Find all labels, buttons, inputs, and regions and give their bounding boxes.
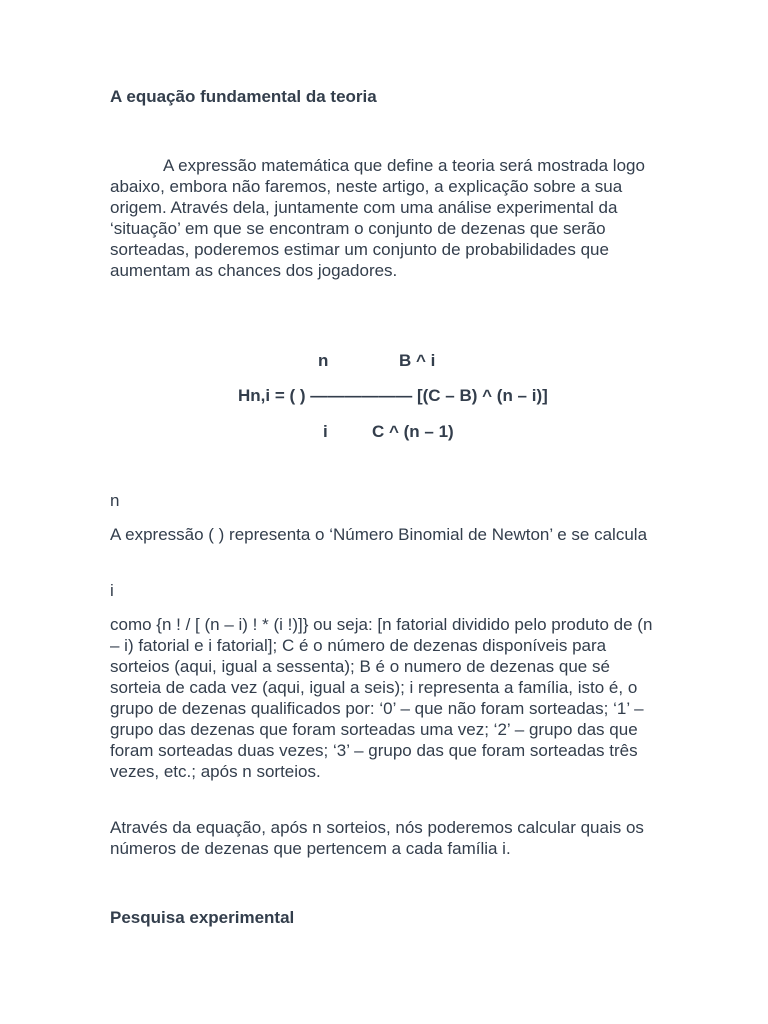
equation-usage-paragraph: Através da equação, após n sorteios, nós poderemos calcular quais os números de dezenas que pertencem a cada família i. — [110, 818, 644, 858]
section-heading-experimental: Pesquisa experimental — [110, 908, 295, 927]
formula-numerator: B ^ i — [399, 351, 436, 370]
formula-denominator: C ^ (n – 1) — [372, 422, 454, 441]
formula-main-line: Hn,i = ( ) —————— [(C – B) ^ (n – i)] — [238, 386, 548, 405]
intro-paragraph: A expressão matemática que define a teoria será mostrada logo abaixo, embora não faremos, neste artigo, a explicação sobre a sua origem. Através dela, juntamente com uma análise experimental da ‘situação’ em que se encontram o conjunto de dezenas que serão sorteadas, poderemos estimar um conjunto de probabilidades que aumentam as chances dos jogadores. — [110, 156, 645, 280]
section-heading: A equação fundamental da teoria — [110, 87, 377, 106]
formula-top-n: n — [318, 351, 329, 370]
binomial-i-line: i — [110, 581, 114, 600]
formula-bottom-i: i — [323, 422, 328, 441]
binomial-paragraph: A expressão ( ) representa o ‘Número Binomial de Newton’ e se calcula — [110, 525, 648, 544]
binomial-n-line: n — [110, 491, 120, 510]
definition-paragraph: como {n ! / [ (n – i) ! * (i !)]} ou seja: [n fatorial dividido pelo produto de (n – i) fatorial e i fatorial]; C é o número de dezenas disponíveis para sorteios (aqui, igual a sessenta); B é o numero de dezenas que sé sorteia de cada vez (aqui, igual a seis); i representa a família, isto é, o grupo de dezenas qualificados por: ‘0’ – que não foram sorteadas; ‘1’ – grupo das dezenas que foram sorteadas uma vez; ‘2’ – grupo das que foram sorteadas duas vezes; ‘3’ – grupo das que foram sorteadas três vezes, etc.; após n sorteios. — [110, 615, 653, 781]
